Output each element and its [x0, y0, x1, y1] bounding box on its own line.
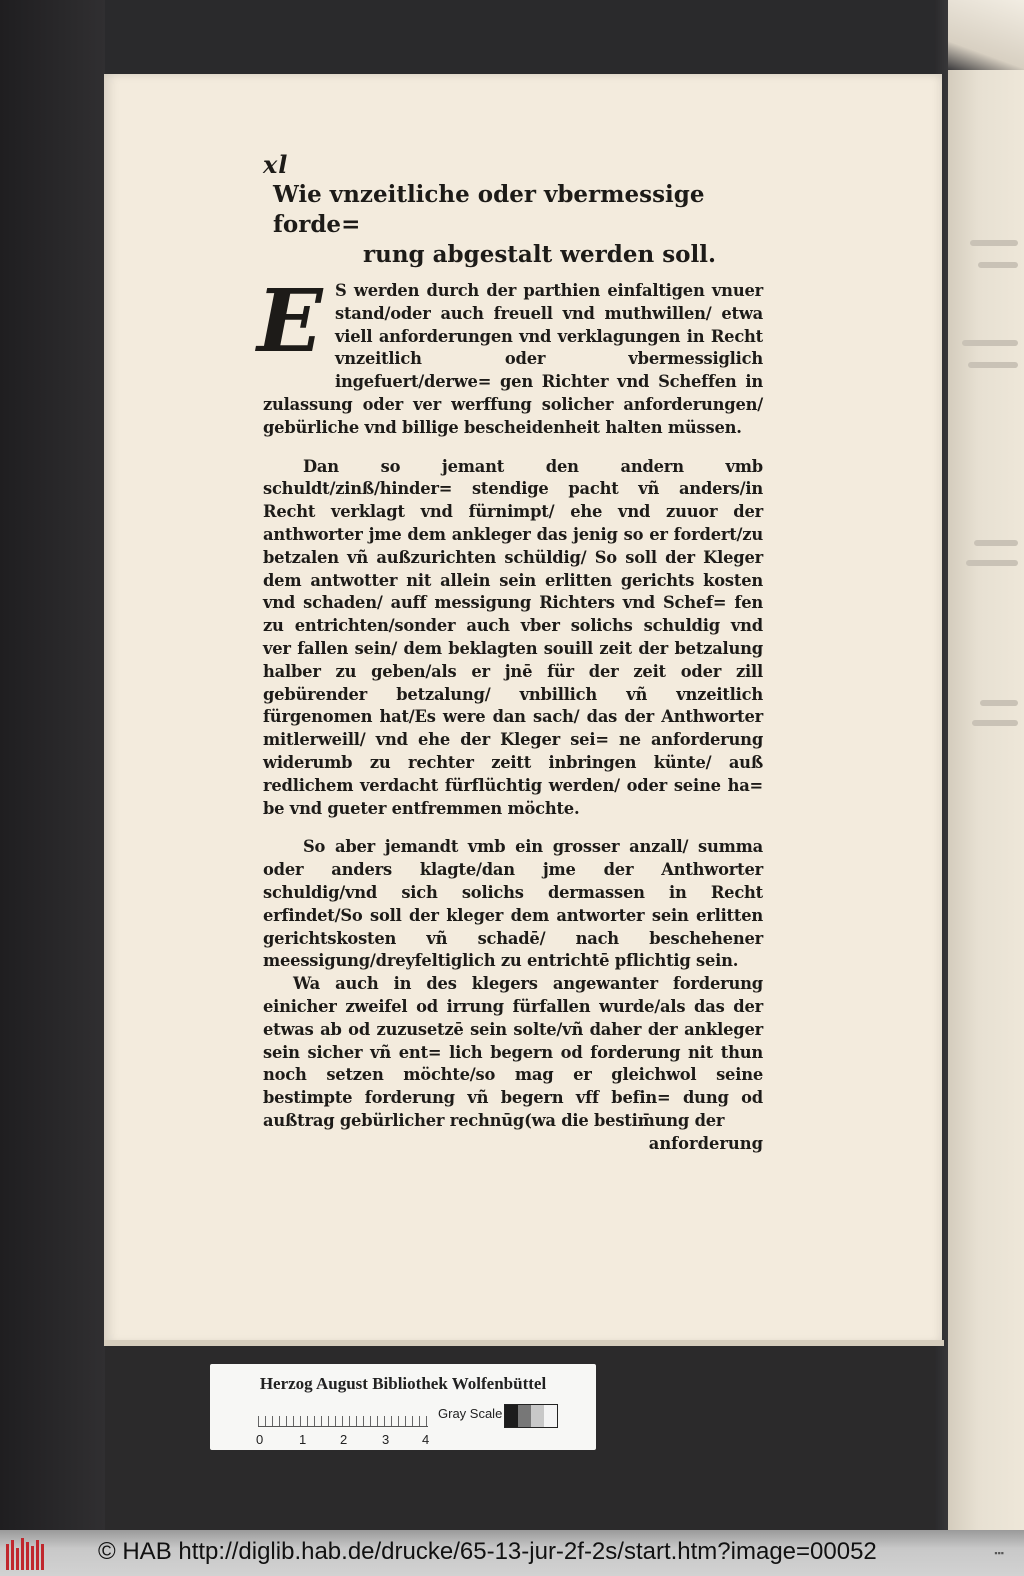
gray-swatch-black	[505, 1405, 518, 1427]
paragraph-1-text: S werden durch der parthien einfaltigen vnuer stand/oder auch freuell vnd muthwillen/ etwa viell anforderungen vnd verklagungen in Recht vnzeitlich oder vbermessiglich ingefuert/derwe= gen Richter vnd Scheffen in zulassung oder ver werffung solicher anforderungen/ gebürliche vnd billige bescheidenheit halten müssen.	[263, 281, 763, 437]
chapter-heading	[263, 180, 763, 270]
folio-number: xl	[263, 150, 289, 179]
drop-cap-initial: E	[257, 271, 323, 372]
ruler-number: 0	[256, 1432, 264, 1447]
adjacent-page-edge	[948, 0, 1024, 1530]
page-bottom-edge	[104, 1340, 944, 1346]
ruler-number: 2	[340, 1432, 348, 1447]
ruler-number: 3	[382, 1432, 390, 1447]
heading-line-1: Wie vnzeitliche oder vbermessige forde=	[273, 181, 705, 238]
measurement-ruler	[258, 1406, 428, 1427]
library-color-card	[210, 1364, 596, 1450]
hab-logo-icon	[6, 1536, 46, 1570]
gray-swatch-light	[531, 1405, 544, 1427]
bleed-through-mark	[966, 560, 1018, 566]
bleed-through-mark	[974, 540, 1018, 546]
bleed-through-mark	[972, 720, 1018, 726]
gray-scale-label: Gray Scale	[438, 1406, 503, 1421]
paragraph-3: So aber jemandt vmb ein grosser anzall/ summa oder anders klagte/dan jme der Anthworter schuldig/vnd sich solichs dermassen in Recht erfindet/So soll der kleger dem antworter sein erlitten gerichtskosten vñ schadē/ nach beschehener meessigung/dreyfeltiglich zu entrichtē pflichtig sein.	[263, 837, 763, 971]
heading-line-2: rung abgestalt werden soll.	[363, 241, 716, 268]
bleed-through-mark	[978, 262, 1018, 268]
gray-swatch-white	[544, 1405, 557, 1427]
backdrop-left	[0, 0, 105, 1530]
bleed-through-mark	[968, 362, 1018, 368]
gray-scale-swatch	[504, 1404, 558, 1428]
paragraph-2: Dan so jemant den andern vmb schuldt/zinß/hinder= stendige pacht vñ anders/in Recht verklagt vnd fürnimpt/ ehe vnd zuuor der anthworter jme dem ankleger das jenig so er fordert/zu betzalen vñ außzurichten schüldig/ So soll der Kleger dem antwotter nit allein sein erlitten gerichts kosten vnd schaden/ auff messigung Richters vnd Schef= fen zu entrichten/sonder auch vber solichs schuldig vnd ver fallen sein/ dem beklagten souill zeit der betzalung halber zu geben/als er jnē für der zeit oder zill gebürender betzalung/ vnbillich vñ vnzeitlich fürgenomen hat/Es were dan sach/ das der Anthworter mitlerweill/ vnd ehe der Kleger sei= ne anforderung widerumb zu rechter zeitt inbringen künte/ auß redlichem verdacht fürflüchtig werden/ oder seine ha= be vnd gueter entfremmen möchte.	[263, 456, 763, 818]
copyright-url[interactable]: © HAB http://diglib.hab.de/drucke/65-13-jur-2f-2s/start.htm?image=00052	[98, 1538, 877, 1565]
footer-bar	[0, 1530, 1024, 1576]
paragraph-1	[257, 271, 763, 440]
bleed-through-mark	[962, 340, 1018, 346]
bleed-through-mark	[970, 240, 1018, 246]
page-text-block	[257, 150, 763, 1155]
library-name: Herzog August Bibliothek Wolfenbüttel	[259, 1374, 547, 1393]
catchword: anforderung	[648, 1133, 763, 1153]
bleed-through-mark	[980, 700, 1018, 706]
footer-dots: ▪▪▪	[994, 1548, 1004, 1558]
ruler-number: 4	[422, 1432, 430, 1447]
ruler-number: 1	[299, 1432, 307, 1447]
paragraph-4: Wa auch in des klegers angewanter forderung einicher zweifel od irrung fürfallen wurde/als das der etwas ab od zuzusetzē sein solte/vñ daher der ankleger sein sicher vñ ent= lich begern od forderung nit thun noch setzen möchte/so mag er gleichwol seine bestimpte forderung vñ begern vff befin= dung od außtrag gebürlicher rechnūg(wa die bestim̄ung der	[263, 974, 763, 1130]
gray-swatch-mid	[518, 1405, 531, 1427]
backdrop-top	[0, 0, 1024, 74]
